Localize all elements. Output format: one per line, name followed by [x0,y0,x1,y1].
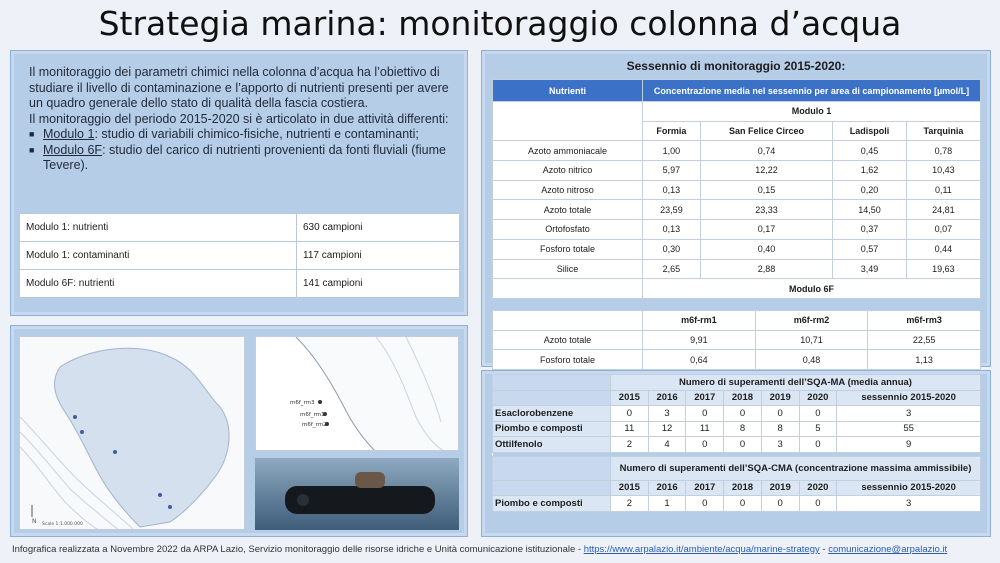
cell: 0,40 [700,239,832,259]
table-row [493,102,981,122]
cell: 3,49 [833,259,907,279]
cell: 0,13 [643,220,701,240]
table-row [493,437,981,453]
cell: 11 [686,421,724,437]
cell: 0 [686,496,724,512]
year-header: 2020 [799,480,837,496]
cell: 0,44 [906,239,980,259]
cell: 0 [724,437,762,453]
svg-text:N: N [32,518,37,525]
cell: 3 [837,406,981,422]
cell: 11 [611,421,649,437]
table-row [20,270,460,298]
table-row [493,330,981,350]
year-header: 2016 [648,390,686,406]
site-header: Ladispoli [833,121,907,141]
nutrient-name: Silice [493,259,643,279]
modulo1-header: Modulo 1 [643,102,981,122]
nutrient-name: Ortofosfato [493,220,643,240]
cell: 3 [837,496,981,512]
year-header: sessennio 2015-2020 [837,480,981,496]
table-row [493,279,981,299]
scale-label: Scale 1:1.000.000 [42,522,83,527]
cell: 8 [724,421,762,437]
cell: 0 [611,406,649,422]
nutrient-name: Fosforo totale [493,350,643,370]
page-title: Strategia marina: monitoraggio colonna d’acqua [98,4,902,43]
site-header: m6f-rm3 [868,311,981,331]
cell: 3 [648,406,686,422]
substance-name: Piombo e composti [493,496,611,512]
cell: 12,22 [700,161,832,181]
cell: 23,33 [700,200,832,220]
station-label: m6f_rm3 [290,400,315,406]
year-header: 2017 [686,480,724,496]
site-header: Formia [643,121,701,141]
cell: 0,11 [906,180,980,200]
year-header: 2015 [611,390,649,406]
coast-map-graphic [256,337,459,451]
cell: 0,30 [643,239,701,259]
nutrient-name: Azoto nitrico [493,161,643,181]
cell: 0 [761,406,799,422]
cell: 9 [837,437,981,453]
sample-count: 141 campioni [297,270,460,298]
intro-paragraph-2: Il monitoraggio del periodo 2015-2020 si è articolato in due attività differenti: [29,111,449,126]
footer-credit: Infografica realizzata a Novembre 2022 da ARPA Lazio, Servizio monitoraggio delle risorse idriche e Unità comunicazione istituzionale - [12,544,584,555]
table-row [493,239,981,259]
cell: 5 [799,421,837,437]
cell: 1,62 [833,161,907,181]
footer-separator: - [819,544,829,555]
cell: 14,50 [833,200,907,220]
site-header: m6f-rm2 [755,311,868,331]
cell: 12 [648,421,686,437]
year-header: 2015 [611,480,649,496]
cell: 0 [686,437,724,453]
cell: 10,43 [906,161,980,181]
intro-text [29,65,459,174]
samples-table [19,213,460,298]
table-row [493,180,981,200]
cell: 0,64 [643,350,756,370]
cell: 19,63 [906,259,980,279]
nutrient-name: Azoto totale [493,200,643,220]
table-row [493,141,981,161]
col-header-concentrazione: Concentrazione media nel sessennio per area di campionamento [µmol/L] [643,80,981,102]
table-row [493,259,981,279]
nutrients-table-6f [492,310,981,370]
cell: 0,45 [833,141,907,161]
year-header: 2020 [799,390,837,406]
nutrient-name: Fosforo totale [493,239,643,259]
sample-label: Modulo 6F: nutrienti [20,270,297,298]
cell: 0,74 [700,141,832,161]
table-row [493,311,981,331]
cell: 0,37 [833,220,907,240]
table-row [20,242,460,270]
cell: 4 [648,437,686,453]
cell: 0,57 [833,239,907,259]
modulo1-link[interactable]: Modulo 1 [43,127,95,141]
sample-label: Modulo 1: contaminanti [20,242,297,270]
cell: 1,00 [643,141,701,161]
site-header: m6f-rm1 [643,311,756,331]
sample-label: Modulo 1: nutrienti [20,214,297,242]
footer [12,544,992,555]
intro-paragraph-1: Il monitoraggio dei parametri chimici nella colonna d’acqua ha l’obiettivo di studiare il livello di contaminazione e l’apporto di nutrienti presenti per avere un quadro generale dello stato di qualità della fascia costiera. [29,65,449,110]
table-row [493,406,981,422]
modulo6f-desc: : studio del carico di nutrienti provenienti da fonti fluviali (fiume Tevere). [43,142,446,172]
table-row [493,375,981,391]
sqa-cma-title: Numero di superamenti dell’SQA-CMA (concentrazione massima ammissibile) [611,456,981,480]
table-row [493,200,981,220]
lazio-map [19,336,245,530]
station-label: m6f_rm2 [302,422,327,428]
cell: 0,20 [833,180,907,200]
sqa-panel [481,370,991,537]
substance-name: Piombo e composti [493,421,611,437]
nutrient-name: Azoto totale [493,330,643,350]
cell: 0 [724,496,762,512]
table-header-row [493,480,981,496]
modulo1-desc: : studio di variabili chimico-fisiche, nutrienti e contaminanti; [94,127,419,141]
intro-panel [10,50,468,316]
cell: 22,55 [868,330,981,350]
col-header-nutrienti: Nutrienti [493,80,643,102]
marine-strategy-link[interactable]: https://www.arpalazio.it/ambiente/acqua/marine-strategy [583,544,820,555]
nutrients-table [492,79,981,299]
cell: 10,71 [755,330,868,350]
modulo6f-link[interactable]: Modulo 6F [43,142,103,157]
cell: 0 [724,406,762,422]
cell: 0,78 [906,141,980,161]
station-label: m6f_rm1 [300,412,325,418]
sqa-table [492,374,981,512]
table-row [493,421,981,437]
table-header-row [493,390,981,406]
sampling-photo [255,458,459,530]
table-row [493,456,981,480]
cell: 2,88 [700,259,832,279]
cell: 0 [799,437,837,453]
cell: 0,07 [906,220,980,240]
modulo6f-header: Modulo 6F [643,279,981,299]
nutrient-name: Azoto nitroso [493,180,643,200]
lazio-map-graphic [20,337,245,530]
site-header: Tarquinia [906,121,980,141]
year-header: 2019 [761,480,799,496]
cell: 2 [611,437,649,453]
cell: 0 [761,496,799,512]
activity-item-modulo6f [29,143,459,174]
year-header: 2017 [686,390,724,406]
cell: 24,81 [906,200,980,220]
sample-count: 630 campioni [297,214,460,242]
maps-panel [10,325,468,537]
cell: 5,97 [643,161,701,181]
cell: 1 [648,496,686,512]
sqa-ma-title: Numero di superamenti dell’SQA-MA (media annua) [611,375,981,391]
cell: 0,13 [643,180,701,200]
table-row [493,496,981,512]
coast-map [255,336,459,451]
nutrient-name: Azoto ammoniacale [493,141,643,161]
year-header: sessennio 2015-2020 [837,390,981,406]
cell: 0 [799,496,837,512]
cell: 0 [686,406,724,422]
year-header: 2019 [761,390,799,406]
year-header: 2016 [648,480,686,496]
table-row [493,220,981,240]
activity-item-modulo1 [29,127,459,143]
cell: 0 [799,406,837,422]
cell: 3 [761,437,799,453]
year-header: 2018 [724,390,762,406]
activity-list [29,127,459,174]
table-header-row [493,80,981,102]
cell: 0,48 [755,350,868,370]
substance-name: Ottilfenolo [493,437,611,453]
cell: 1,13 [868,350,981,370]
cell: 2 [611,496,649,512]
cell: 0,15 [700,180,832,200]
table-row [20,214,460,242]
table-title: Sessennio di monitoraggio 2015-2020: [626,59,846,73]
cell: 9,91 [643,330,756,350]
table-row [493,350,981,370]
cell: 55 [837,421,981,437]
email-link[interactable]: comunicazione@arpalazio.it [828,544,948,555]
cell: 0,17 [700,220,832,240]
site-header: San Felice Circeo [700,121,832,141]
cell: 8 [761,421,799,437]
year-header: 2018 [724,480,762,496]
sample-count: 117 campioni [297,242,460,270]
cell: 2,65 [643,259,701,279]
substance-name: Esaclorobenzene [493,406,611,422]
sampling-device-image [255,458,459,530]
cell: 23,59 [643,200,701,220]
nutrients-panel [481,50,991,367]
table-row [493,161,981,181]
